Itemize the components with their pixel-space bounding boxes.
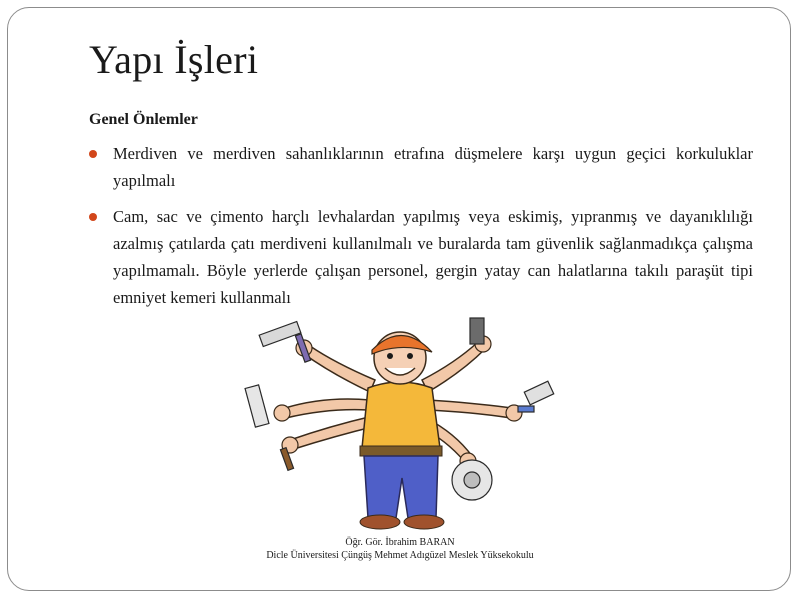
bullet-text: Merdiven ve merdiven sahanlıklarının etrafına düşmelere karşı uygun geçici korkuluklar yapılmalı [113,144,753,190]
footer-author: Öğr. Gör. İbrahim BARAN [345,537,455,548]
bullet-item [89,203,753,311]
slide-subtitle: Genel Önlemler [89,111,198,128]
slide-footer [0,536,800,562]
footer-institution: Dicle Üniversitesi Çüngüş Mehmet Adıgüzel Meslek Yüksekokulu [266,550,534,561]
bullet-marker-icon [89,150,97,158]
multi-armed-worker-with-tools-icon [240,308,560,536]
bullet-list [89,140,753,320]
bullet-marker-icon [89,213,97,221]
bullet-item [89,140,753,194]
slide-title: Yapı İşleri [89,37,259,82]
bullet-text: Cam, sac ve çimento harçlı levhalardan yapılmış veya eskimiş, yıpranmış ve dayanıklılığı azalmış çatılarda çatı merdiveni kullanılmalı ve buralarda tam güvenlik sağlanmadıkça çalışma yapılmamalı. Böyle yerlerde çalışan personel, gergin yatay can halatlarına takılı paraşüt tipi emniyet kemeri kullanmalı [113,207,753,307]
